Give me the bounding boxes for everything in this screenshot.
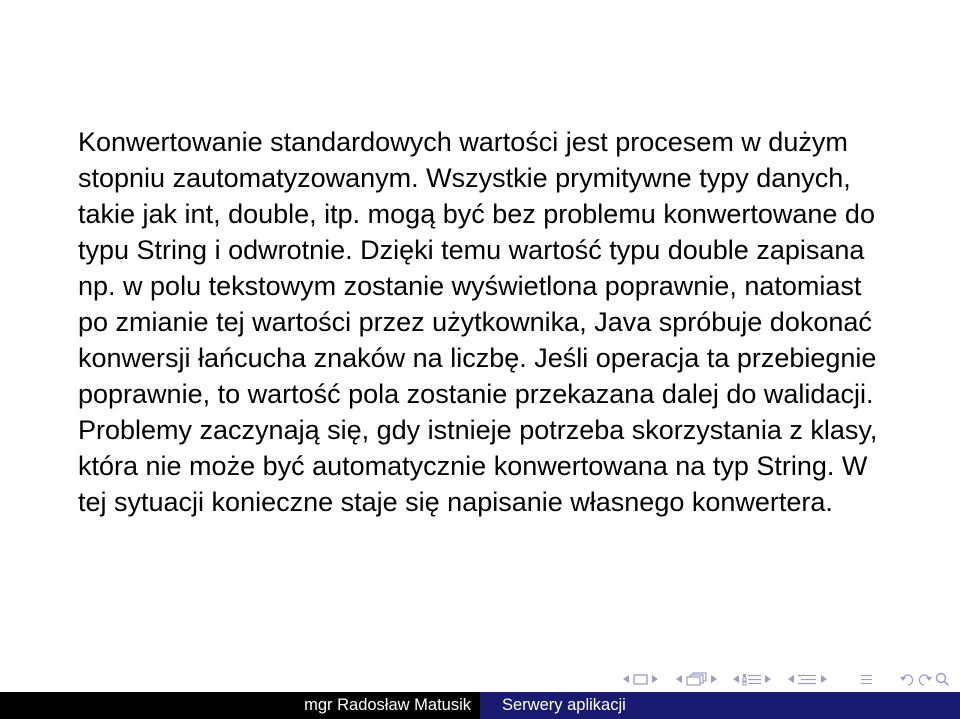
footline [0,692,960,719]
slide-body-text [78,124,948,520]
slide-icon [633,671,648,687]
back-icon[interactable] [900,671,915,687]
section-next-arrow-icon[interactable] [821,671,827,687]
body-line: która nie może być automatycznie konwertowana na typ String. W [78,451,868,481]
presentation-title: Serwery aplikacji [502,696,626,714]
body-line: np. w polu tekstowym zostanie wyświetlona poprawnie, natomiast [78,271,862,301]
frame-icon [686,671,707,687]
slide-next-arrow-icon[interactable] [652,671,658,687]
subsection-icon [742,671,762,687]
forward-icon[interactable] [917,671,932,687]
body-line: Konwertowanie standardowych wartości jest procesem w dużym [78,127,848,157]
document-icon[interactable] [860,671,873,687]
body-line: typu String i odwrotnie. Dzięki temu wartość typu double zapisana [78,235,865,265]
slide-prev-arrow-icon[interactable] [623,671,629,687]
body-line: konwersji łańcucha znaków na liczbę. Jeśli operacja ta przebiegnie [78,343,877,373]
body-line: tej sytuacji konieczne staje się napisanie własnego konwertera. [78,487,833,517]
body-line: Problemy zaczynają się, gdy istnieje potrzeba skorzystania z klasy, [78,415,878,445]
section-icon [797,671,817,687]
search-icon[interactable] [935,671,950,687]
footer-title-box [480,692,960,719]
section-prev-arrow-icon[interactable] [788,671,794,687]
body-line: poprawnie, to wartość pola zostanie przekazana dalej do walidacji. [78,379,874,409]
author-name: mgr Radosław Matusik [304,696,471,714]
footer-author-box [0,692,480,719]
frame-next-arrow-icon[interactable] [711,671,717,687]
body-line: stopniu zautomatyzowanym. Wszystkie prymitywne typy danych, [78,163,851,193]
body-line: po zmianie tej wartości przez użytkownika, Java spróbuje dokonać [78,307,872,337]
body-line: takie jak int, double, itp. mogą być bez problemu konwertowane do [78,199,875,229]
subsection-prev-arrow-icon[interactable] [733,671,739,687]
navigation-symbols [0,671,960,687]
frame-prev-arrow-icon[interactable] [676,671,682,687]
subsection-next-arrow-icon[interactable] [765,671,771,687]
